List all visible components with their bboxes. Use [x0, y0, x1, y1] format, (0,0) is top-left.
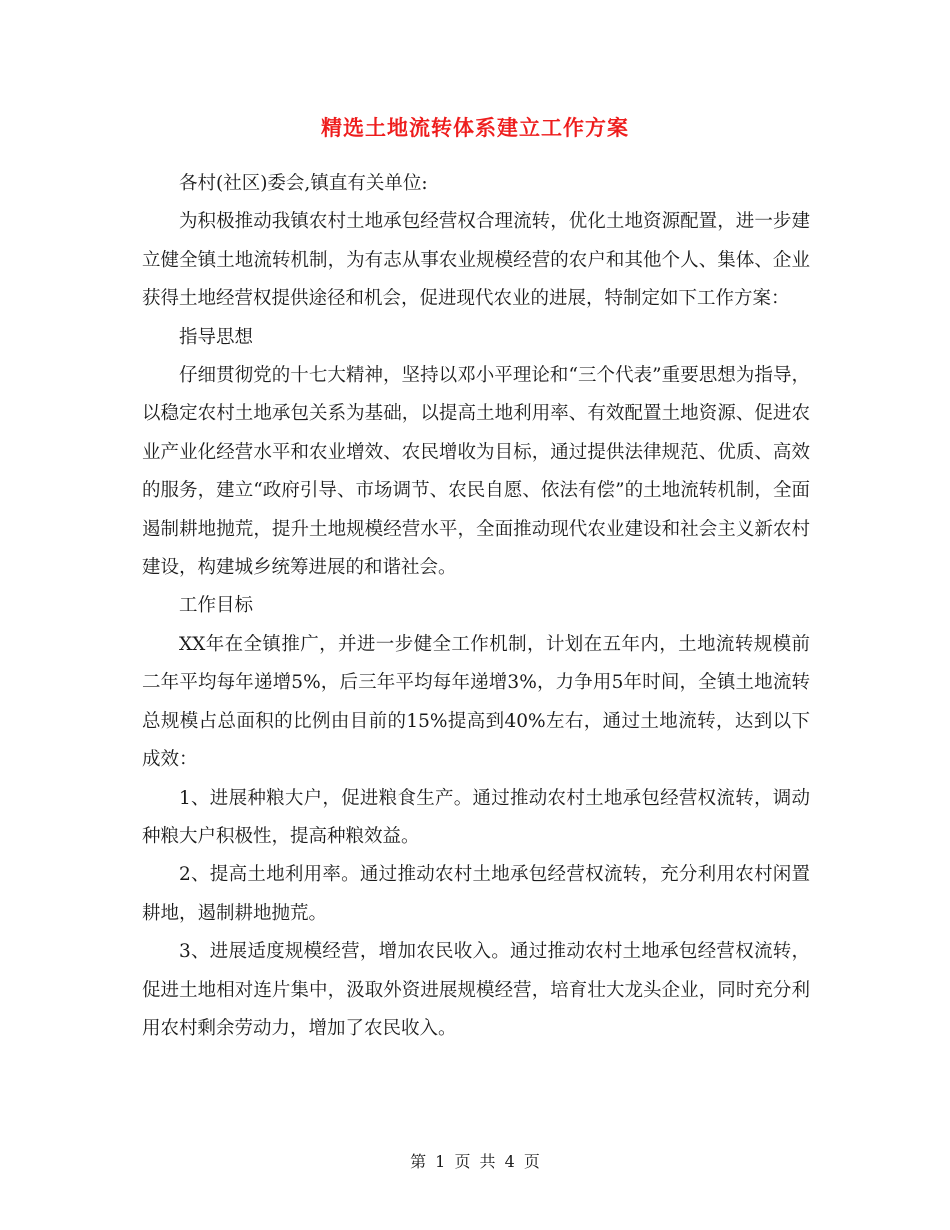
- section-heading-work-goals: 工作目标: [179, 595, 254, 617]
- goal-item-2: 2、提高土地利用率。通过推动农村土地承包经营权流转，充分利用农村闲置耕地，遏制耕地抛荒。: [142, 864, 810, 924]
- guiding-ideology-paragraph: 仔细贯彻党的十七大精神，坚持以邓小平理论和“三个代表”重要思想为指导，以稳定农村土地承包关系为基础，以提高土地利用率、有效配置土地资源、促进农业产业化经营水平和农业增效、农民增收为目标，通过提供法律规范、优质、高效的服务，建立“政府引导、市场调节、农民自愿、依法有偿”的土地流转机制，全面遏制耕地抛荒，提升土地规模经营水平，全面推动现代农业建设和社会主义新农村建设，构建城乡统筹进展的和谐社会。: [142, 365, 810, 579]
- goal-item-3: 3、进展适度规模经营，增加农民收入。通过推动农村土地承包经营权流转，促进土地相对连片集中，汲取外资进展规模经营，培育壮大龙头企业，同时充分利用农村剩余劳动力，增加了农民收入。: [142, 941, 810, 1039]
- goal-item-1: 1、进展种粮大户，促进粮食生产。通过推动农村土地承包经营权流转，调动种粮大户积极性，提高种粮效益。: [142, 787, 810, 847]
- document-body: [142, 165, 810, 1048]
- salutation-paragraph: 各村(社区)委会,镇直有关单位:: [179, 173, 428, 194]
- section-heading-guiding-ideology: 指导思想: [179, 326, 254, 348]
- intro-paragraph: 为积极推动我镇农村土地承包经营权合理流转，优化土地资源配置，进一步建立健全镇土地流转机制，为有志从事农业规模经营的农户和其他个人、集体、企业获得土地经营权提供途径和机会，促进现代农业的进展，特制定如下工作方案：: [142, 211, 810, 310]
- page-number-footer: 第 1 页 共 4 页: [410, 1152, 540, 1171]
- document-title: 精选土地流转体系建立工作方案: [321, 115, 629, 140]
- work-goals-paragraph: XX年在全镇推广，并进一步健全工作机制，计划在五年内，土地流转规模前二年平均每年递增5%，后三年平均每年递增3%，力争用5年时间，全镇土地流转总规模占总面积的比例由目前的15%提高到40%左右，通过土地流转，达到以下成效：: [142, 633, 810, 771]
